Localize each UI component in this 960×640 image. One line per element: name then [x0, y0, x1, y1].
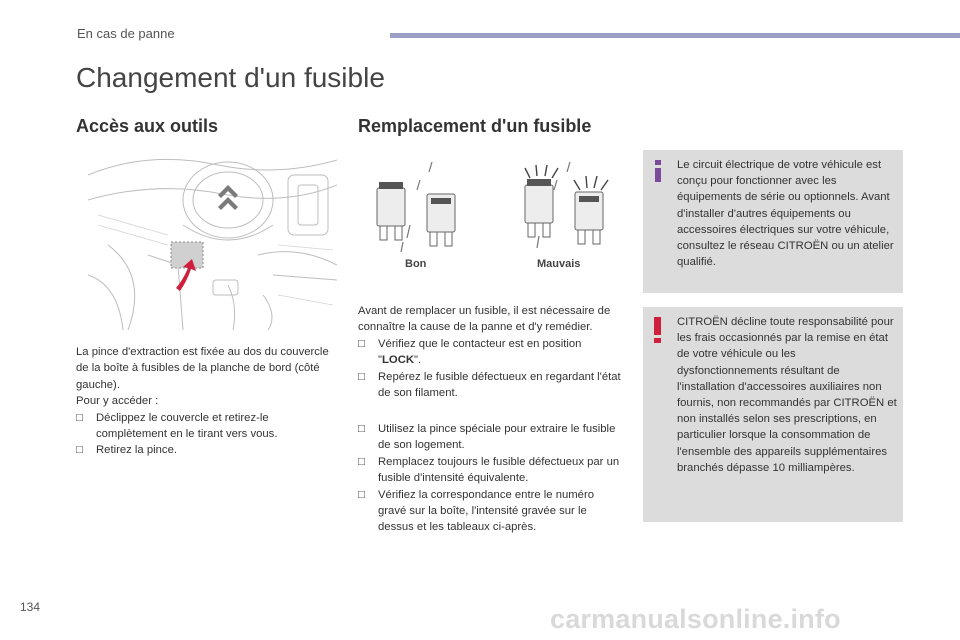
- mid-text-2: [358, 421, 623, 536]
- left-intro: La pince d'extraction est fixée au dos du couvercle de la boîte à fusibles de la planche de bord (côté gauche).: [76, 346, 329, 391]
- mid-intro: Avant de remplacer un fusible, il est nécessaire de connaître la cause de la panne et d'y remédier.: [358, 305, 611, 334]
- info-box-text: Le circuit électrique de votre véhicule est conçu pour fonctionner avec les équipements de série ou optionnels. Avant d'installer d'autres équipements ou accessoires électriques sur votre véhicule, consultez le réseau CITROËN ou un atelier qualifié.: [677, 159, 894, 269]
- bullet-icon: □: [358, 423, 365, 435]
- bullet-icon: □: [358, 488, 365, 501]
- page-number: 134: [20, 600, 41, 614]
- bullet-icon: □: [76, 444, 83, 457]
- heading-remplacement: Remplacement d'un fusible: [358, 116, 592, 136]
- mid-text-1: [358, 303, 623, 401]
- warning-box-text: CITROËN décline toute responsabilité pour les frais occasionnés par la remise en état de votre véhicule ou les dysfonctionnements résultant de l'installation d'accessoires auxiliaires non fournis, non recommandés par CITROËN et non installés selon ses prescriptions, en particulier lorsque la consommation de l'ensemble des appareils supplémentaires branchés dépasse 10 milliampères.: [677, 316, 897, 474]
- header-bar: [390, 33, 960, 38]
- warning-box: [643, 307, 903, 522]
- page-title: Changement d'un fusible: [76, 62, 385, 93]
- dashboard-illustration: [88, 155, 337, 330]
- info-box: [643, 150, 903, 293]
- heading-acces-outils: Accès aux outils: [76, 116, 219, 136]
- fuse-label-bad: Mauvais: [537, 258, 581, 270]
- fuse-label-good: Bon: [405, 258, 427, 270]
- watermark: carmanualsonline.info: [550, 604, 841, 634]
- list-item: □ Vérifiez la correspondance entre le numéro gravé sur la boîte, l'intensité gravée sur le dessus et les tableaux ci-après.: [358, 488, 595, 534]
- section-label: En cas de panne: [77, 26, 175, 41]
- list-item: □ Retirez la pince.: [76, 442, 331, 458]
- list-item: □ Remplacez toujours le fusible défectueux par un fusible d'intensité équivalente.: [358, 455, 620, 485]
- list-item: □ Vérifiez que le contacteur est en position "LOCK".: [358, 337, 582, 367]
- fuse-illustration: [365, 160, 620, 255]
- info-icon: [655, 160, 661, 180]
- left-pour-y-acceder: Pour y accéder :: [76, 395, 159, 408]
- bullet-icon: □: [358, 337, 365, 350]
- warning-icon: [654, 317, 661, 343]
- list-item: □ Utilisez la pince spéciale pour extraire le fusible de son logement.: [358, 423, 616, 452]
- lock-label: LOCK: [382, 354, 415, 367]
- left-text: [76, 344, 331, 459]
- bullet-icon: □: [358, 370, 365, 383]
- bullet-icon: □: [76, 411, 83, 424]
- list-item: □ Déclippez le couvercle et retirez-le complètement en le tirant vers vous.: [76, 411, 278, 441]
- list-item: □ Repérez le fusible défectueux en regardant l'état de son filament.: [358, 370, 621, 400]
- bullet-icon: □: [358, 455, 365, 468]
